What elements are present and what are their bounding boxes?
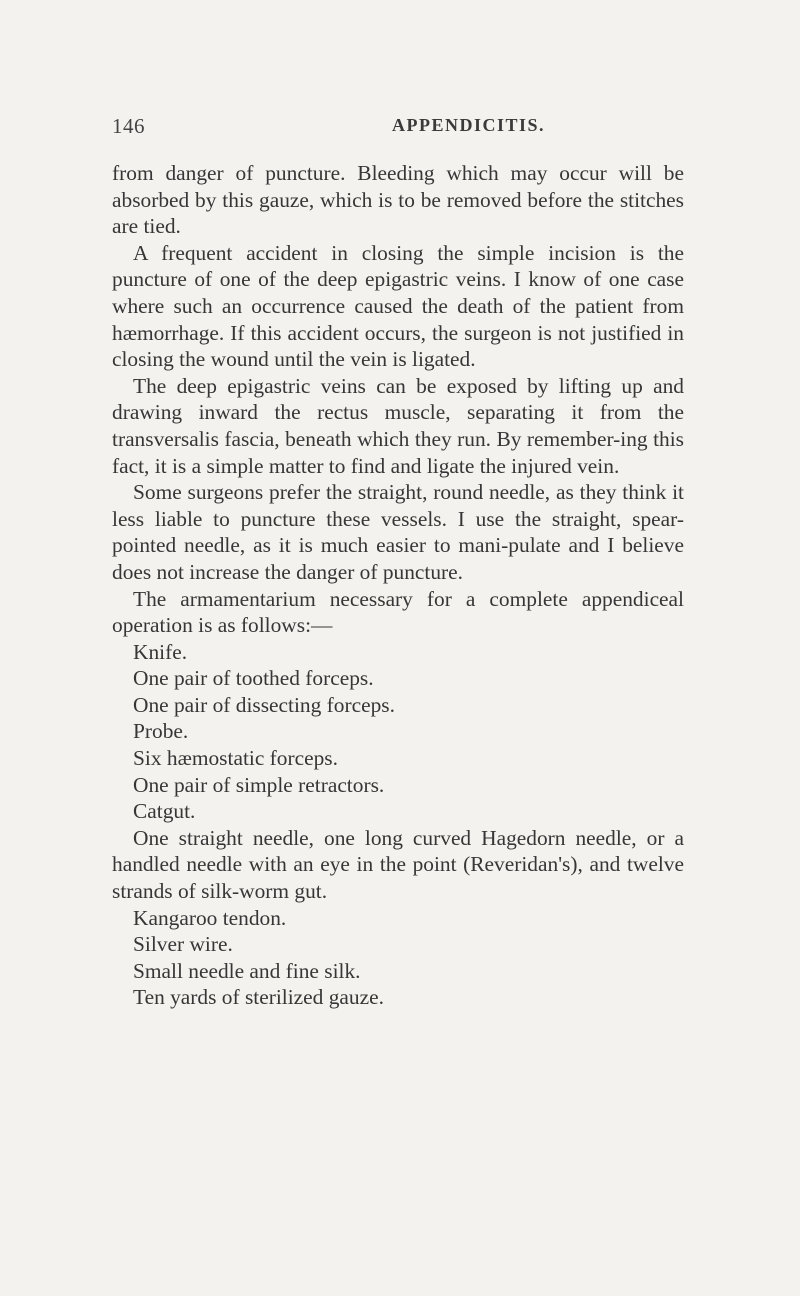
list-item: Kangaroo tendon. <box>133 905 287 930</box>
list-item: Silver wire. <box>133 932 233 957</box>
body-text <box>112 160 684 1011</box>
paragraph-armamentarium-intro: The armamentarium necessary for a complete appendiceal operation is as follows:— <box>112 586 684 638</box>
page-number: 146 <box>112 114 145 138</box>
paragraph-needle-preference: Some surgeons prefer the straight, round needle, as they think it less liable to puncture these vessels. I use the straight, spear-pointed needle, as it is much easier to mani-pulate and I believe does not increase the danger of puncture. <box>112 480 684 584</box>
list-item: Six hæmostatic forceps. <box>133 746 338 771</box>
paragraph-epigastric-accident: A frequent accident in closing the simple incision is the puncture of one of the deep epigastric veins. I know of one case where such an occurrence caused the death of the patient from hæmorrhage. If this accident occurs, the surgeon is not justified in closing the wound until the vein is ligated. <box>112 240 684 372</box>
list-item: One pair of dissecting forceps. <box>133 692 395 717</box>
list-item: Probe. <box>133 719 189 744</box>
list-item: One straight needle, one long curved Hagedorn needle, or a handled needle with an eye in the point (Reveridan's), and twelve strands of silk-worm gut. <box>112 825 684 904</box>
list-item: Knife. <box>133 639 188 664</box>
paragraph-gauze-continued: from danger of puncture. Bleeding which may occur will be absorbed by this gauze, which is to be removed before the stitches are tied. <box>112 161 684 239</box>
list-item: Small needle and fine silk. <box>133 958 361 983</box>
list-item: One pair of toothed forceps. <box>133 666 374 691</box>
page-header <box>112 114 684 144</box>
list-item: One pair of simple retractors. <box>133 772 385 797</box>
instrument-list <box>112 639 684 1011</box>
list-item: Ten yards of sterilized gauze. <box>133 985 384 1010</box>
running-head: APPENDICITIS. <box>392 115 546 135</box>
paragraph-exposing-veins: The deep epigastric veins can be exposed by lifting up and drawing inward the rectus muscle, separating it from the transversalis fascia, beneath which they run. By remember-ing this fact, it is a simple matter to find and ligate the injured vein. <box>112 373 684 478</box>
list-item: Catgut. <box>133 799 196 824</box>
